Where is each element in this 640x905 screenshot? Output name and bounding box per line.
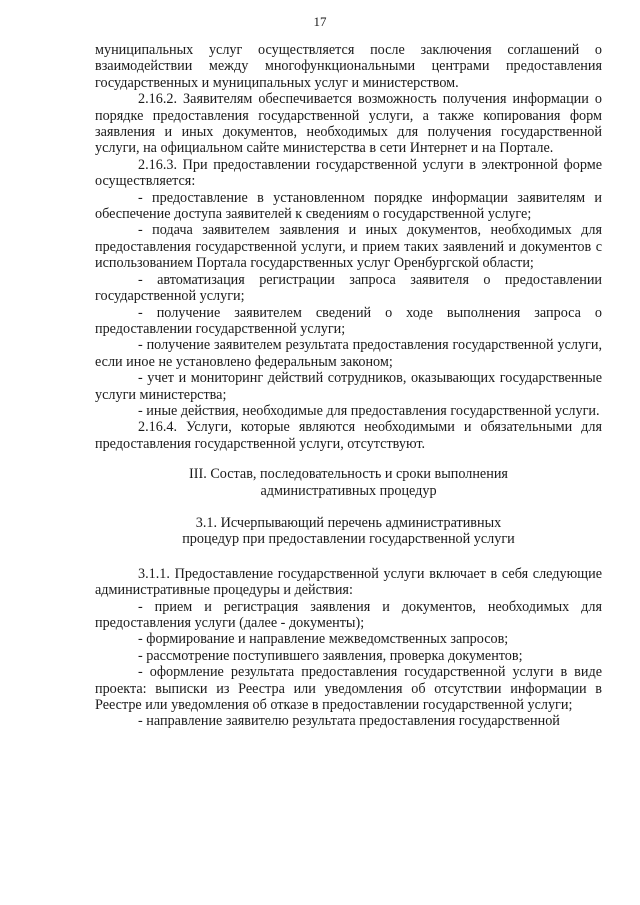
paragraph-2-16-2: 2.16.2. Заявителям обеспечивается возможность получения информации о порядке предоставления государственной услуги, а также копирования форм заявления и иных документов, необходимых для получения государственной услуги, на официальном сайте министерства в сети Интернет и на Портале. <box>95 91 602 157</box>
list-item: - учет и мониторинг действий сотрудников, оказывающих государственные услуги министерства; <box>95 370 602 403</box>
subsection-heading-line: процедур при предоставлении государственной услуги <box>182 531 515 548</box>
paragraph-2-16-3: 2.16.3. При предоставлении государственной услуги в электронной форме осуществляется: <box>95 156 602 190</box>
list-item: - автоматизация регистрации запроса заявителя о предоставлении государственной услуги; <box>95 271 602 305</box>
list-item: - предоставление в установленном порядке информации заявителям и обеспечение доступа заявителей к сведениям о государственной услуге; <box>95 189 602 223</box>
list-item: - рассмотрение поступившего заявления, проверка документов; <box>138 647 523 664</box>
list-item: - иные действия, необходимые для предоставления государственной услуги. <box>138 402 600 419</box>
document-body <box>95 42 602 730</box>
paragraph-continuation: муниципальных услуг осуществляется после заключения соглашений о взаимодействии между многофункциональными центрами предоставления государственных и муниципальных услуг и министерством. <box>95 42 602 91</box>
section-heading-line: административных процедур <box>260 482 437 499</box>
list-item: - направление заявителю результата предоставления государственной <box>138 713 560 730</box>
list-item: - получение заявителем сведений о ходе выполнения запроса о предоставлении государственной услуги; <box>95 304 602 337</box>
list-item: - оформление результата предоставления государственной услуги в виде проекта: выписки из Реестра или уведомления об отсутствии информации в Реестре или уведомления об отказе в предоставлении государственной услуги; <box>95 664 602 714</box>
list-item: - получение заявителем результата предоставления государственной услуги, если иное не установлено федеральным законом; <box>95 337 602 370</box>
list-item: - прием и регистрация заявления и документов, необходимых для предоставления услуги (далее - документы); <box>95 598 602 631</box>
subsection-heading-line: 3.1. Исчерпывающий перечень административных <box>195 514 502 531</box>
list-item: - формирование и направление межведомственных запросов; <box>138 631 509 648</box>
paragraph-2-16-4: 2.16.4. Услуги, которые являются необходимыми и обязательными для предоставления государственной услуги, отсутствуют. <box>95 419 602 452</box>
paragraph-3-1-1: 3.1.1. Предоставление государственной услуги включает в себя следующие административные процедуры и действия: <box>95 565 602 599</box>
section-heading-line: III. Состав, последовательность и сроки выполнения <box>189 466 508 483</box>
subsection-heading <box>95 515 602 548</box>
page-number: 17 <box>313 14 327 29</box>
section-heading <box>95 466 602 499</box>
list-item: - подача заявителем заявления и иных документов, необходимых для предоставления государственной услуги, и прием таких заявлений и документов с использованием Портала государственных услуг Оренбургской области; <box>95 222 602 272</box>
